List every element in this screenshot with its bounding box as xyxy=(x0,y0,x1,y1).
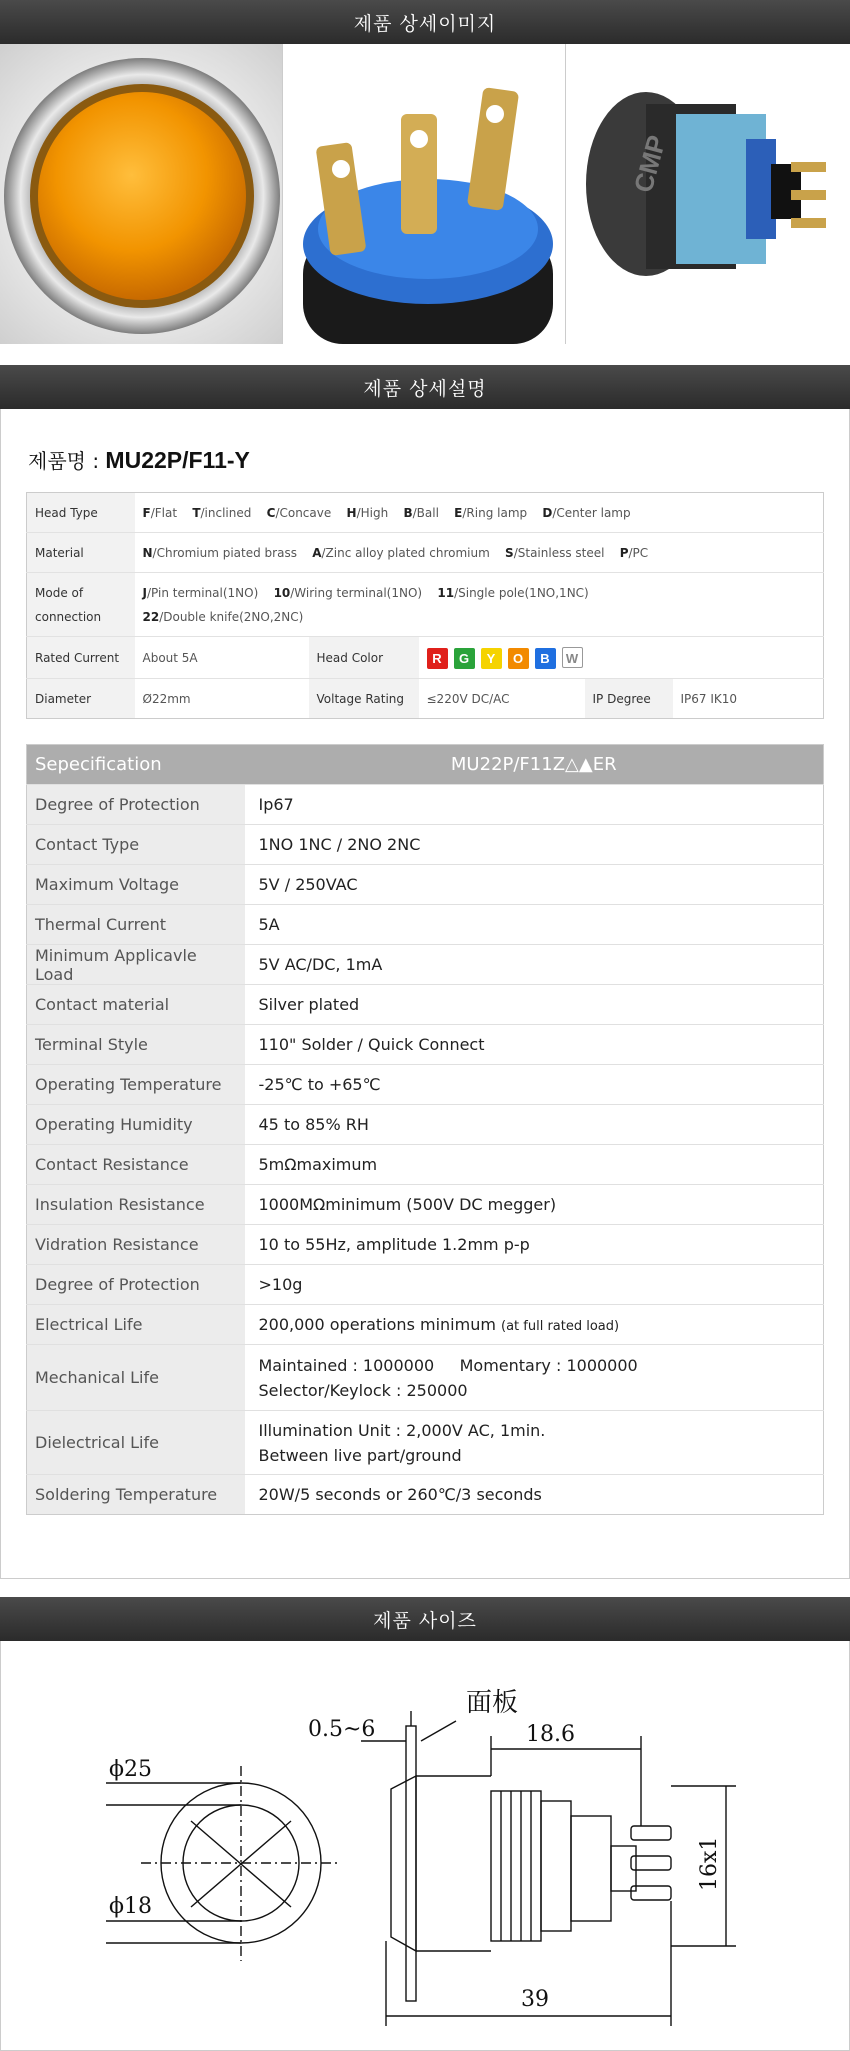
mode-label: Mode of connection xyxy=(27,573,135,637)
ip-value: IP67 IK10 xyxy=(673,679,824,719)
color-chip-white: W xyxy=(562,647,583,668)
voltage-label: Voltage Rating xyxy=(309,679,419,719)
color-chip-orange: O xyxy=(508,648,529,669)
spec-header-model: MU22P/F11Z△▲ER xyxy=(245,745,824,785)
table-row: Electrical Life 200,000 operations minimum (at full rated load) xyxy=(27,1305,824,1345)
panel-label: 面板 xyxy=(466,1688,519,1718)
diameter-label: Diameter xyxy=(27,679,135,719)
color-chip-green: G xyxy=(454,648,475,669)
head-color-label: Head Color xyxy=(309,637,419,679)
color-chip-red: R xyxy=(427,648,448,669)
table-row: Insulation Resistance 1000MΩminimum (500V DC megger) xyxy=(27,1185,824,1225)
section-title: 제품 상세설명 xyxy=(363,377,487,400)
brand-logo: CMP xyxy=(627,131,672,196)
section-header-desc xyxy=(0,365,850,409)
voltage-value: ≤220V DC/AC xyxy=(419,679,585,719)
table-row: Maximum Voltage 5V / 250VAC xyxy=(27,865,824,905)
section-title: 제품 상세이미지 xyxy=(353,12,497,35)
product-name xyxy=(28,445,250,474)
dim-length: 39 xyxy=(521,1987,549,2012)
dim-depth: 18.6 xyxy=(526,1722,575,1747)
rated-current-value: About 5A xyxy=(135,637,309,679)
table-row: Dielectrical Life Illumination Unit : 2,000V AC, 1min. Between live part/ground xyxy=(27,1411,824,1475)
material-label: Material xyxy=(27,533,135,573)
product-name-label: 제품명 : xyxy=(28,449,100,473)
head-type-label: Head Type xyxy=(27,493,135,533)
product-name-value: MU22P/F11-Y xyxy=(105,447,250,473)
table-row: Operating Humidity 45 to 85% RH xyxy=(27,1105,824,1145)
mode-values: J/Pin terminal(1NO) 10/Wiring terminal(1NO) 11/Single pole(1NO,1NC) 22/Double knife(2NO,2NC) xyxy=(135,573,824,637)
dimension-drawing xyxy=(1,1641,849,2049)
section-header-size xyxy=(0,1597,850,1641)
table-row: Minimum Applicavle Load 5V AC/DC, 1mA xyxy=(27,945,824,985)
dim-inner-diameter: ϕ18 xyxy=(109,1894,152,1919)
spec-options-table xyxy=(26,492,824,719)
table-row: Degree of Protection >10g xyxy=(27,1265,824,1305)
dim-outer-diameter: ϕ25 xyxy=(109,1757,152,1782)
diameter-value: Ø22mm xyxy=(135,679,309,719)
photo-terminals xyxy=(283,44,566,344)
rated-current-label: Rated Current xyxy=(27,637,135,679)
ip-label: IP Degree xyxy=(585,679,673,719)
table-row: Degree of Protection Ip67 xyxy=(27,785,824,825)
table-row: Thermal Current 5A xyxy=(27,905,824,945)
photo-front xyxy=(0,44,283,344)
head-color-chips xyxy=(419,637,824,679)
dim-height: 16x1 xyxy=(697,1836,722,1891)
specification-table xyxy=(26,744,824,1515)
table-row: Vidration Resistance 10 to 55Hz, amplitude 1.2mm p-p xyxy=(27,1225,824,1265)
size-panel xyxy=(0,1641,850,2051)
material-values: N/Chromium piated brass A/Zinc alloy plated chromium S/Stainless steel P/PC xyxy=(135,533,824,573)
table-row: Mechanical Life Maintained : 1000000 Momentary : 1000000 Selector/Keylock : 250000 xyxy=(27,1345,824,1411)
color-chip-yellow: Y xyxy=(481,648,502,669)
table-row: Operating Temperature -25℃ to +65℃ xyxy=(27,1065,824,1105)
table-row: Contact material Silver plated xyxy=(27,985,824,1025)
table-row: Contact Type 1NO 1NC / 2NO 2NC xyxy=(27,825,824,865)
color-chip-blue: B xyxy=(535,648,556,669)
spec-header-label: Sepecification xyxy=(27,745,245,785)
dim-panel-thickness: 0.5~6 xyxy=(308,1717,376,1742)
product-photos xyxy=(0,44,850,344)
table-row: Terminal Style 110" Solder / Quick Connect xyxy=(27,1025,824,1065)
section-title: 제품 사이즈 xyxy=(373,1609,477,1632)
photo-side xyxy=(566,44,850,344)
table-row: Soldering Temperature 20W/5 seconds or 260℃/3 seconds xyxy=(27,1475,824,1515)
table-row: Contact Resistance 5mΩmaximum xyxy=(27,1145,824,1185)
head-type-values: F/Flat T/inclined C/Concave H/High B/Ball E/Ring lamp D/Center lamp xyxy=(142,505,631,520)
section-header-images xyxy=(0,0,850,44)
